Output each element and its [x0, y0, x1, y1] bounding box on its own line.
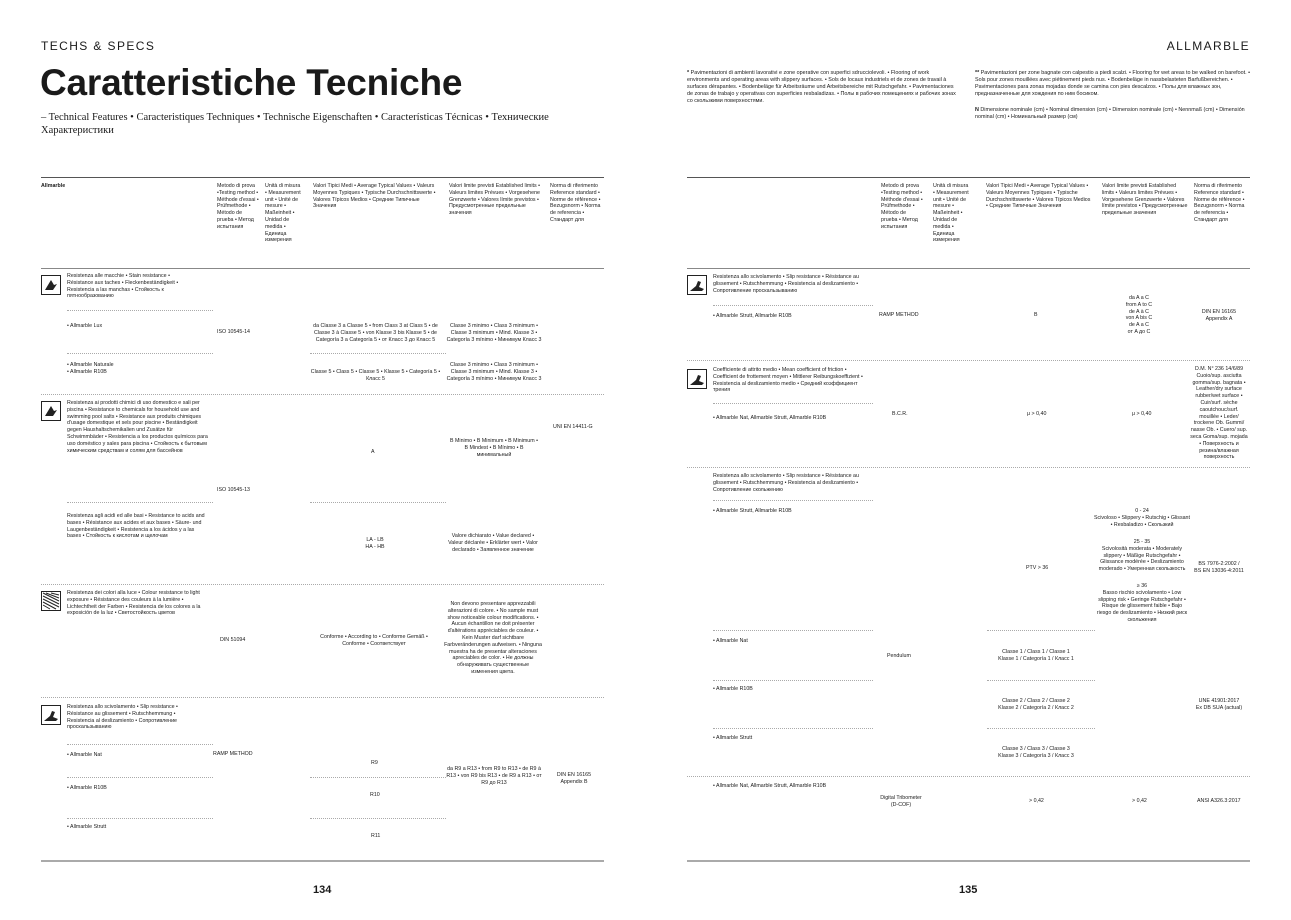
col-header-norm: Norma di riferimento Reference standard • Norme de référence • Bezugsnorm • Norma de referencia • Стандарт для	[1194, 183, 1245, 223]
divider	[687, 360, 1250, 361]
pendulum-product-3: • Allmarble R10B	[713, 686, 753, 692]
slip-product-2: • Allmarble R10B	[67, 785, 107, 791]
header-rule	[687, 268, 1250, 269]
divider	[687, 467, 1250, 468]
pendulum-product-1: • Allmarble Strutt, Allmarble R10B	[713, 508, 792, 514]
divider	[713, 630, 873, 631]
divider	[310, 777, 446, 778]
stain-title: Resistenza alle macchie • Stain resistance • Résistance aux taches • Fleckenbeständigkeit • Resistencia a las manchas • Стойкость к пятнообразованию	[67, 273, 179, 300]
col-header-unit: Unità di misura • Measurement unit • Unité de mesure • Maßeinheit • Unidad de medida • Единица измерения	[933, 183, 969, 244]
divider	[987, 728, 1095, 729]
chemical-limits: B Minimo • B Minimum • B Minimum • B Mindest • B Mínimo • B минимальный	[450, 438, 538, 458]
pendulum-norm: BS 7976-2:2002 / BS EN 13036-4:2011	[1194, 561, 1244, 574]
divider	[67, 353, 213, 354]
divider	[713, 403, 873, 404]
tribometer-product: • Allmarble Nat, Allmarble Strutt, Allmarble R10B	[713, 783, 827, 789]
divider	[310, 502, 446, 503]
col-header-method: Metodo di prova •Testing method • Méthode d'essai • Prüfmethode • Método de prueba • Метод испытания	[217, 183, 259, 230]
slip-typical-1: R9	[371, 760, 378, 766]
friction-method: B.C.R.	[892, 411, 908, 417]
divider	[310, 818, 446, 819]
slip-title: Resistenza allo scivolamento • Slip resistance • Résistance au glissement • Rutschhemmung • Resistencia al deslizamiento • Сопротивление проскальзыванию	[67, 704, 178, 731]
col-header-limits: Valori limite previsti Established limits • Valeurs limites Prévues • Vorgesehene Grenzwerte • Valores límite previstos • Предусмотренные предельные значения	[1102, 183, 1188, 217]
slip-method: RAMP METHOD	[879, 312, 919, 318]
friction-limits: μ > 0,40	[1132, 411, 1152, 417]
stain-limits-2: Classe 3 minimo • Class 3 minimum • Classe 3 minimum • Mind. Klasse 3 • Categoría 3 mínimo • Минимум Класс 3	[446, 362, 542, 382]
chemical-icon	[41, 401, 61, 421]
pendulum-typical-3: Classe 2 / Class 2 / Classe 2 Klasse 2 / Categoría 2 / Класс 2	[998, 698, 1074, 711]
tribometer-method: Digital Tribometer (D-COF)	[880, 795, 922, 808]
acid-typical: LA - LB HA - HB	[365, 537, 385, 550]
stain-product-2: • Allmarble Naturale • Allmarble R10B	[67, 362, 114, 375]
acid-title: Resistenza agli acidi ed alle basi • Resistance to acids and bases • Résistance aux acides et aux bases • Säure- und Laugenbeständigkeit • Resistencia a los ácidos y a las bases • Стойкость к кислотам и щелочам	[67, 513, 205, 540]
stain-limits-1: Classe 3 minimo • Class 3 minimum • Classe 3 minimum • Mind. Klasse 3 • Categoría 3 mínimo • Минимум Класс 3	[446, 323, 542, 343]
slip-limits: da A a C from A to C de A à C von A bis C de A a C от A до C	[1125, 295, 1153, 335]
pendulum-limits-low-risk: ≥ 36 Basso rischio scivolamento • Low slipping risk • Geringe Rutschgefahr • Risque de glissement faible • Bajo riesgo de deslizamiento • Низкий риск скольжения	[1096, 583, 1188, 623]
stain-typical-2: Classe 5 • Class 5 • Classe 5 • Klasse 5 • Categoría 5 • Класс 5	[310, 369, 441, 382]
light-method: DIN 51094	[220, 637, 246, 643]
pendulum-typical-2: Classe 1 / Class 1 / Classe 1 Klasse 1 / Categoría 1 / Класс 1	[998, 649, 1074, 662]
divider	[41, 394, 604, 395]
page-number-right: 135	[959, 884, 978, 896]
divider	[310, 353, 446, 354]
friction-typical: μ > 0,40	[1027, 411, 1047, 417]
divider	[67, 744, 213, 745]
light-icon	[41, 591, 61, 611]
divider	[687, 776, 1250, 777]
slip-norm: DIN EN 16165 Appendix B	[556, 772, 592, 785]
tribometer-limits: > 0,42	[1132, 798, 1147, 804]
page-number-left: 134	[313, 884, 332, 896]
page-subtitle: – Technical Features • Caracteristiques Techniques • Technische Eigenschaften • Características Técnicas • Технические Характеристики	[41, 112, 549, 136]
brand-label: ALLMARBLE	[1166, 39, 1250, 53]
col-header-unit: Unità di misura • Measurement unit • Unité de mesure • Maßeinheit • Unidad de medida • Единица измерения	[265, 183, 301, 244]
slip-method: RAMP METHOD	[213, 751, 253, 757]
chemical-method: ISO 10545-13	[217, 487, 250, 493]
pendulum-method: Pendulum	[887, 653, 911, 659]
page-title: Caratteristiche Tecniche	[40, 62, 463, 103]
pendulum-title: Resistenza allo scivolamento • Slip resistance • Résistance au glissement • Rutschhemmung • Resistencia al deslizamiento • Сопротивление скольжению	[713, 473, 859, 493]
friction-icon	[687, 369, 707, 389]
note-wet-areas: ** Pavimentazioni per zone bagnate con calpestio a piedi scalzi. • Flooring for wet areas to be walked on barefoot. • Sols pour zones mouillées avec piétinement pieds nus. • Bodenbeläge in nassbelasteten Barfußbereichen. • Pavimentaciones para zonas mojadas donde se camina con pies descalzos. • Полы для влажных зон, предназначенные для хождения по ним босиком.	[975, 70, 1250, 97]
divider	[713, 728, 873, 729]
friction-product: • Allmarble Nat, Allmarble Strutt, Allmarble R10B	[713, 415, 827, 421]
divider	[41, 584, 604, 585]
divider	[67, 777, 213, 778]
chemical-norm: UNI EN 14411-G	[553, 424, 593, 430]
slip-limits: da R9 a R13 • from R9 to R13 • de R9 à R13 • von R9 bis R13 • de R9 a R13 • от R9 до R13	[446, 766, 542, 786]
slip-typical-3: R11	[371, 833, 381, 839]
slip-title: Resistenza allo scivolamento • Slip resistance • Résistance au glissement • Rutschhemmung • Resistencia al deslizamiento • Сопротивление проскальзыванию	[713, 274, 859, 294]
pendulum-limits-slippery: 0 - 24 Scivoloso • Slippery • Rutschig • Glissant • Resbaladizo • Скользкий	[1094, 508, 1190, 528]
friction-norm: D.M. N° 236 14/6/89 Cuoio/sup. asciutta gomma/sup. bagnata • Leather/dry surface rubber/wet surface • Cuir/surf. sèche caoutchouc/surf. mouillée • Leder/ trockene Ob. Gummi/ nasse Ob. • Cuero/ sup. seca Goma/sup. mojada • Поверхность и резина/влажная поверхность	[1190, 366, 1248, 461]
divider	[987, 630, 1095, 631]
slip-icon	[687, 275, 707, 295]
tribometer-norm: ANSI A326.3:2017	[1197, 798, 1241, 804]
light-limits: Non devono presentare apprezzabili alterazioni di colore. • No sample must show noticeable colour modifications. • Aucun échantillon ne doit présenter d'altérations appréciables de couleur. • Kein Muster darf sichtbare Farbveränderungen aufweisen. • Ninguna muestra ha de presentar alteraciones apreciables de color. • Не должны обнаруживать существенные изменения цвета.	[444, 601, 542, 675]
table-bottom-rule	[41, 860, 604, 862]
slip-norm: DIN EN 16165 Appendix A	[1201, 309, 1237, 322]
pendulum-product-2: • Allmarble Nat	[713, 638, 748, 644]
table-top-rule	[41, 177, 604, 178]
col-header-norm: Norma di riferimento Reference standard • Norme de référence • Bezugsnorm • Norma de referencia • Стандарт для	[550, 183, 601, 223]
note-nominal-dimension: N Dimensione nominale (cm) • Nominal dimension (cm) • Dimension nominale (cm) • Nennmaß (cm) • Dimensión nominal (cm) • Номинальный размер (см)	[975, 107, 1245, 120]
slip-icon	[41, 705, 61, 725]
divider	[67, 502, 213, 503]
light-typical: Conforme • According to • Conforme Gemäß • Conforme • Соответствует	[320, 634, 428, 647]
friction-title: Coefficiente di attrito medio • Mean coefficient of friction • Coefficient de frottement moyen • Mittlerer Reibungskoeffizient • Resistencia al deslizamiento medio • Средний коэффициент трения	[713, 367, 863, 394]
stain-product-1: • Allmarble Lux	[67, 323, 103, 329]
chemical-title: Resistenza ai prodotti chimici di uso domestico e sali per piscina • Resistance to chemicals for household use and swimming pool salts • Resistance aux produits chimiques d'usage domestique et sels pour piscine • Beständigkeit gegen Haushaltschemikalien und Zusätze für Schwimmbäder • Resistencia a los productos químicos para uso doméstico y sales para piscina • Стойкость к бытовым химическим средствам и солям для бассейнов	[67, 400, 208, 454]
light-title: Resistenza dei colori alla luce • Colour resistance to light exposure • Résistance des couleurs à la lumière • Lichtechtheit der Farben • Resistencia de los colores a la exposición de la luz • Светостойкость цветов	[67, 590, 201, 617]
chemical-typical: A	[371, 449, 375, 455]
stain-typical-1: da Classe 3 a Classe 5 • from Class 3 at Class 5 • de Classe 3 à Classe 5 • von Klasse 3 bis Klasse 5 • de Categoría 3 a Categoría 5 • от Класс 3 до Класс 5	[313, 323, 438, 343]
note-slippery: * Pavimentazioni di ambienti lavorativi e zone operative con superfici sdrucciolevoli. • Flooring of work environments and operating areas with slippery surfaces. • Sols de locaux industriels et de zones de travail à surfaces dérapantes. • Bodenbeläge für Arbeitsräume und Arbeitsbereiche mit Rutschgefahr. • Pavimentaciones de zonas de trabajo y operativas con superficies resbaladizas. • Полы в рабочих помещениях и рабочих зонах со скользкими поверхностями.	[687, 70, 956, 104]
divider	[713, 500, 873, 501]
tribometer-typical: > 0,42	[1029, 798, 1044, 804]
col-header-limits: Valori limite previsti Established limits • Valeurs limites Prévues • Vorgesehene Grenzwerte • Valores límite previstos • Предусмотренные предельные значения	[449, 183, 540, 217]
col-header-typical: Valori Tipici Medi • Average Typical Values • Valeurs Moyennes Typiques • Typische Durchschnittswerte • Valores Típicos Medios • Средние Типичные Значения	[986, 183, 1091, 210]
slip-typical: B	[1034, 312, 1038, 318]
table-bottom-rule	[687, 860, 1250, 862]
stain-icon	[41, 275, 61, 295]
divider	[41, 697, 604, 698]
header-rule	[41, 268, 604, 269]
slip-product: • Allmarble Strutt, Allmarble R10B	[713, 313, 792, 319]
acid-limits: Valore dichiarato • Value declared • Valeur déclarée • Erklärter wert • Valor declarado • Заявленное значение	[448, 533, 538, 553]
table-top-rule	[687, 177, 1250, 178]
divider	[713, 305, 873, 306]
divider	[713, 680, 873, 681]
slip-typical-2: R10	[370, 792, 380, 798]
col-header-method: Metodo di prova •Testing method • Méthode d'essai • Prüfmethode • Método de prueba • Метод испытания	[881, 183, 923, 230]
divider	[67, 818, 213, 819]
pendulum-typical-1: PTV > 36	[1026, 565, 1049, 571]
pendulum-typical-4: Classe 3 / Class 3 / Classe 3 Klasse 3 / Categoría 3 / Класс 3	[998, 746, 1074, 759]
col-header-typical: Valori Tipici Medi • Average Typical Values • Valeurs Moyennes Typiques • Typische Durchschnittswerte • Valores Típicos Medios • Средние Типичные Значения	[313, 183, 436, 210]
slip-product-3: • Allmarble Strutt	[67, 824, 107, 830]
pendulum-limits-moderate: 25 - 35 Scivolosità moderata • Moderately slippery • Mäßige Rutschgefahr • Glissance modérée • Deslizamiento moderado • Умеренная скользкость	[1098, 539, 1186, 573]
section-label: TECHS & SPECS	[41, 39, 156, 53]
col-header-product: Allmarble	[41, 183, 66, 189]
slip-product-1: • Allmarble Nat	[67, 752, 102, 758]
pendulum-product-4: • Allmarble Strutt	[713, 735, 753, 741]
pendulum-norm-une: UNE 41901:2017 Ex DB SUA (actual)	[1195, 698, 1243, 711]
divider	[987, 680, 1095, 681]
stain-method: ISO 10545-14	[217, 329, 250, 335]
divider	[67, 310, 213, 311]
